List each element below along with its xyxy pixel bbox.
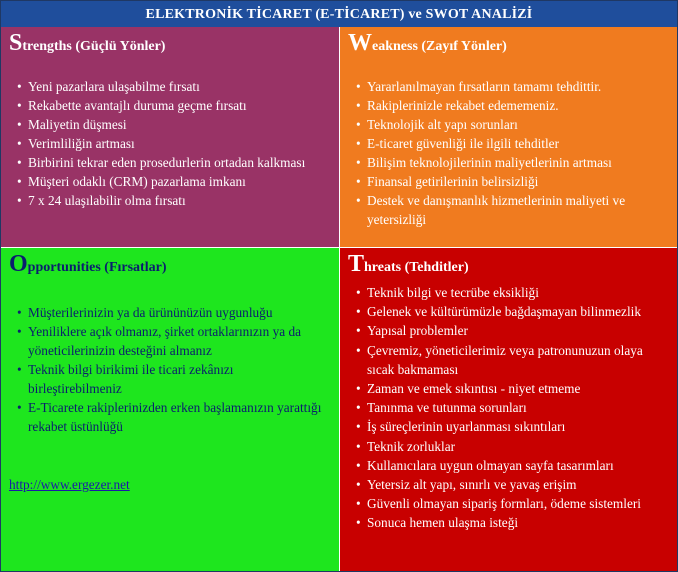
threats-initial: T [348, 251, 365, 277]
opportunities-heading [9, 251, 167, 278]
opportunities-cell [1, 248, 340, 571]
weakness-heading [348, 30, 507, 57]
list-item: • Tanınma ve tutunma sorunları [356, 398, 668, 417]
page-title: ELEKTRONİK TİCARET (E-TİCARET) ve SWOT ANALİZİ [1, 1, 677, 27]
list-item: • Bilişim teknolojilerinin maliyetlerinin artması [356, 153, 661, 172]
list-item: • E-ticaret güvenliği ile ilgili tehditler [356, 134, 661, 153]
list-item: • Kullanıcılara uygun olmayan sayfa tasarımları [356, 456, 668, 475]
list-item: • Çevremiz, yöneticilerimiz veya patronunuzun olaya sıcak bakmaması [356, 341, 668, 379]
list-item: • Yetersiz alt yapı, sınırlı ve yavaş erişim [356, 475, 668, 494]
threats-heading-text: hreats (Tehditler) [364, 260, 469, 275]
strengths-heading-text: trengths (Güçlü Yönler) [22, 39, 166, 54]
list-item: • Yeni pazarlara ulaşabilme fırsatı [17, 77, 322, 96]
opportunities-heading-text: pportunities (Fırsatlar) [27, 260, 167, 275]
opportunities-list [17, 303, 327, 436]
weakness-cell [340, 27, 677, 248]
list-item: • Müşteri odaklı (CRM) pazarlama imkanı [17, 172, 322, 191]
list-item: • Finansal getirilerinin belirsizliği [356, 172, 661, 191]
list-item: • Güvenli olmayan sipariş formları, ödeme sistemleri [356, 494, 668, 513]
strengths-initial: S [9, 30, 23, 56]
strengths-list [17, 77, 322, 210]
opportunities-initial: O [9, 251, 28, 277]
list-item: • Gelenek ve kültürümüzle bağdaşmayan bilinmezlik [356, 302, 668, 321]
list-item: • Yararlanılmayan fırsatların tamamı tehdittir. [356, 77, 661, 96]
list-item: • Teknolojik alt yapı sorunları [356, 115, 661, 134]
list-item: • 7 x 24 ulaşılabilir olma fırsatı [17, 191, 322, 210]
list-item: • Teknik zorluklar [356, 437, 668, 456]
threats-cell [340, 248, 677, 571]
threats-list [356, 283, 668, 533]
list-item: • Maliyetin düşmesi [17, 115, 322, 134]
weakness-list [356, 77, 661, 229]
list-item: • Teknik bilgi ve tecrübe eksikliği [356, 283, 668, 302]
list-item: • Destek ve danışmanlık hizmetlerinin maliyeti ve yetersizliği [356, 191, 661, 229]
strengths-cell [1, 27, 340, 248]
list-item: • İş süreçlerinin uyarlanması sıkıntıları [356, 417, 668, 436]
weakness-heading-text: eakness (Zayıf Yönler) [372, 39, 507, 54]
list-item: • Sonuca hemen ulaşma isteği [356, 513, 668, 532]
list-item: • Rakiplerinizle rekabet edememeniz. [356, 96, 661, 115]
list-item: • Verimliliğin artması [17, 134, 322, 153]
list-item: • Yeniliklere açık olmanız, şirket ortaklarınızın ya da yöneticilerinizin desteğini almanız [17, 322, 327, 360]
weakness-initial: W [348, 30, 372, 56]
website-link[interactable]: http://www.ergezer.net [9, 477, 130, 492]
list-item: • E-Ticarete rakiplerinizden erken başlamanızın yarattığı rekabet üstünlüğü [17, 398, 327, 436]
list-item: • Zaman ve emek sıkıntısı - niyet etmeme [356, 379, 668, 398]
strengths-heading [9, 30, 165, 57]
list-item: • Müşterilerinizin ya da ürününüzün uygunluğu [17, 303, 327, 322]
list-item: • Rekabette avantajlı duruma geçme fırsatı [17, 96, 322, 115]
threats-heading [348, 251, 469, 278]
list-item: • Yapısal problemler [356, 321, 668, 340]
list-item: • Birbirini tekrar eden prosedurlerin ortadan kalkması [17, 153, 322, 172]
list-item: • Teknik bilgi birikimi ile ticari zekânızı birleştirebilmeniz [17, 360, 327, 398]
